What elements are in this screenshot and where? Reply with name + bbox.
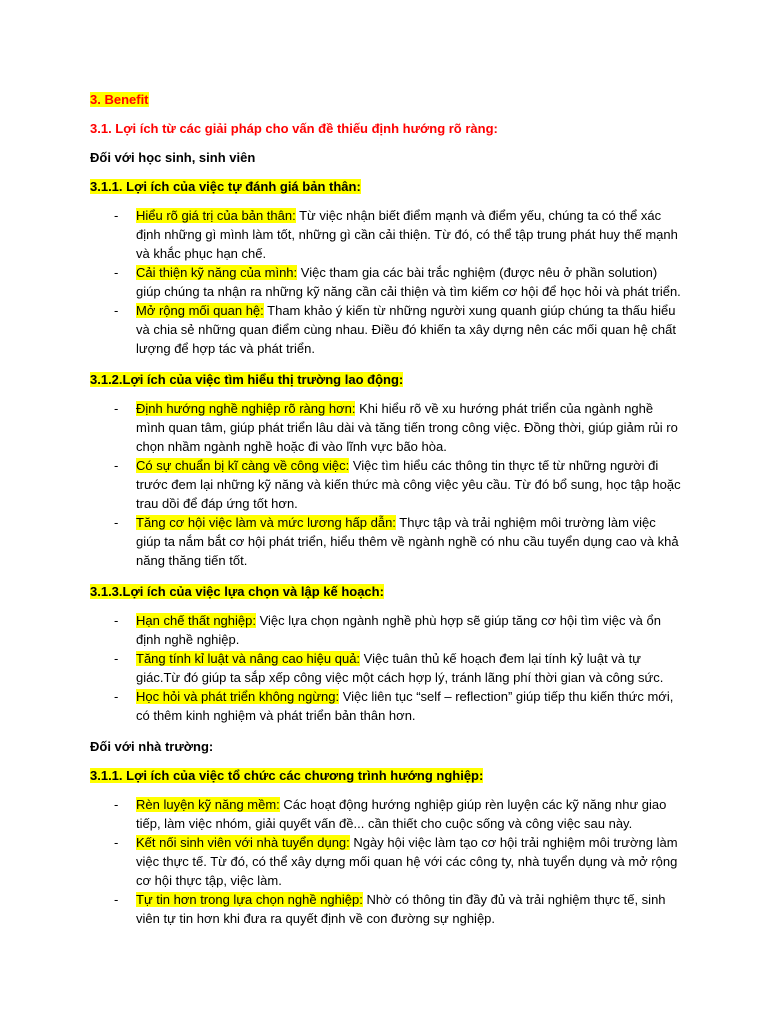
item-term: Có sự chuẩn bị kĩ càng về công việc:	[136, 458, 350, 473]
bullet-dash: -	[114, 797, 119, 812]
list-item	[90, 513, 682, 570]
bullet-list	[90, 399, 682, 570]
section-heading-3-1: 3.1. Lợi ích từ các giải pháp cho vấn đề thiếu định hướng rõ ràng:	[90, 121, 498, 136]
bullet-dash: -	[114, 835, 119, 850]
item-term: Cải thiện kỹ năng của mình:	[136, 265, 298, 280]
item-term: Hiểu rõ giá trị của bản thân:	[136, 208, 296, 223]
item-term: Kết nối sinh viên với nhà tuyển dụng:	[136, 835, 350, 850]
list-item	[90, 206, 682, 263]
list-item	[90, 399, 682, 456]
bullet-list	[90, 206, 682, 358]
item-text: Thực tập và trải nghiệm môi trường làm việc giúp ta nắm bắt cơ hội phát triển, hiểu thêm về ngành nghề có nhu cầu tuyển dụng cao và khả năng thăng tiến tốt.	[136, 515, 679, 568]
group-heading-school: Đối với nhà trường:	[90, 739, 214, 754]
item-text: Khi hiểu rõ về xu hướng phát triển của ngành nghề mình quan tâm, giúp phát triển lâu dài và tăng tiến trong công việc. Đồng thời, giúp giảm rủi ro chọn nhầm ngành nghề hoặc đi vào lĩnh vực bão hòa.	[136, 401, 678, 454]
bullet-dash: -	[114, 689, 119, 704]
bullet-dash: -	[114, 613, 119, 628]
item-text: Việc lựa chọn ngành nghề phù hợp sẽ giúp tăng cơ hội tìm việc và ổn định nghề nghiệp.	[136, 613, 661, 647]
bullet-dash: -	[114, 892, 119, 907]
item-text: Từ việc nhận biết điểm mạnh và điểm yếu, chúng ta có thể xác định những gì mình làm tốt, những gì cần cải thiện. Từ đó, có thể tập trung phát huy thế mạnh và khắc phục hạn chế.	[136, 208, 678, 261]
item-text: Các hoạt động hướng nghiệp giúp rèn luyện các kỹ năng như giao tiếp, làm việc nhóm, giải quyết vấn đề... cần thiết cho cuộc sống và công việc sau này.	[136, 797, 667, 831]
subsection-heading-3-1-3: 3.1.3.Lợi ích của việc lựa chọn và lập kế hoạch:	[90, 584, 384, 599]
bullet-dash: -	[114, 303, 119, 318]
list-item	[90, 890, 682, 928]
item-text: Việc tuân thủ kế hoạch đem lại tính kỷ luật và tự giác.Từ đó giúp ta sắp xếp công việc một cách hợp lý, tránh lãng phí thời gian và công sức.	[136, 651, 664, 685]
list-item	[90, 611, 682, 649]
list-item	[90, 795, 682, 833]
group-heading-students: Đối với học sinh, sinh viên	[90, 150, 256, 165]
item-term: Rèn luyện kỹ năng mềm:	[136, 797, 280, 812]
bullet-list	[90, 795, 682, 928]
item-term: Tăng cơ hội việc làm và mức lương hấp dẫn:	[136, 515, 396, 530]
item-term: Mở rộng mối quan hệ:	[136, 303, 264, 318]
item-text: Việc tìm hiểu các thông tin thực tế từ những người đi trước đem lại những kỹ năng và kiến thức mà công việc yêu cầu. Từ đó bổ sung, học tập hoặc trau dồi để đáp ứng tốt hơn.	[136, 458, 681, 511]
bullet-dash: -	[114, 515, 119, 530]
item-term: Tăng tính kỉ luật và nâng cao hiệu quả:	[136, 651, 361, 666]
list-item	[90, 833, 682, 890]
item-text: Việc tham gia các bài trắc nghiệm (được nêu ở phần solution) giúp chúng ta nhận ra những kỹ năng cần cải thiện và tìm kiếm cơ hội để học hỏi và phát triển.	[136, 265, 681, 299]
bullet-dash: -	[114, 265, 119, 280]
subsection-heading-school-3-1-1: 3.1.1. Lợi ích của việc tổ chức các chương trình hướng nghiệp:	[90, 768, 484, 783]
bullet-dash: -	[114, 458, 119, 473]
doc-title: 3. Benefit	[90, 92, 149, 107]
bullet-dash: -	[114, 401, 119, 416]
bullet-dash: -	[114, 651, 119, 666]
bullet-list	[90, 611, 682, 725]
item-term: Học hỏi và phát triển không ngừng:	[136, 689, 340, 704]
list-item	[90, 263, 682, 301]
list-item	[90, 456, 682, 513]
item-term: Định hướng nghề nghiệp rõ ràng hơn:	[136, 401, 356, 416]
item-term: Tự tin hơn trong lựa chọn nghề nghiệp:	[136, 892, 363, 907]
item-text: Ngày hội việc làm tạo cơ hội trải nghiệm môi trường làm việc thực tế. Từ đó, có thể xây dựng mối quan hệ với các công ty, nhà tuyển dụng và mở rộng cơ hội thực tập, việc làm.	[136, 835, 678, 888]
item-text: Việc liên tục “self – reflection” giúp tiếp thu kiến thức mới, có thêm kinh nghiệm và phát triển bản thân hơn.	[136, 689, 674, 723]
list-item	[90, 649, 682, 687]
item-term: Hạn chế thất nghiệp:	[136, 613, 256, 628]
subsection-heading-3-1-1: 3.1.1. Lợi ích của việc tự đánh giá bản thân:	[90, 179, 361, 194]
subsection-heading-3-1-2: 3.1.2.Lợi ích của việc tìm hiểu thị trường lao động:	[90, 372, 404, 387]
bullet-dash: -	[114, 208, 119, 223]
list-item	[90, 301, 682, 358]
list-item	[90, 687, 682, 725]
item-text: Tham khảo ý kiến từ những người xung quanh giúp chúng ta thấu hiểu và chia sẻ những quan điểm cùng nhau. Điều đó khiến ta xây dựng nên các mối quan hệ chất lượng để hợp tác và phát triển.	[136, 303, 676, 356]
item-text: Nhờ có thông tin đầy đủ và trải nghiệm thực tế, sinh viên tự tin hơn khi đưa ra quyết định về con đường sự nghiệp.	[136, 892, 666, 926]
